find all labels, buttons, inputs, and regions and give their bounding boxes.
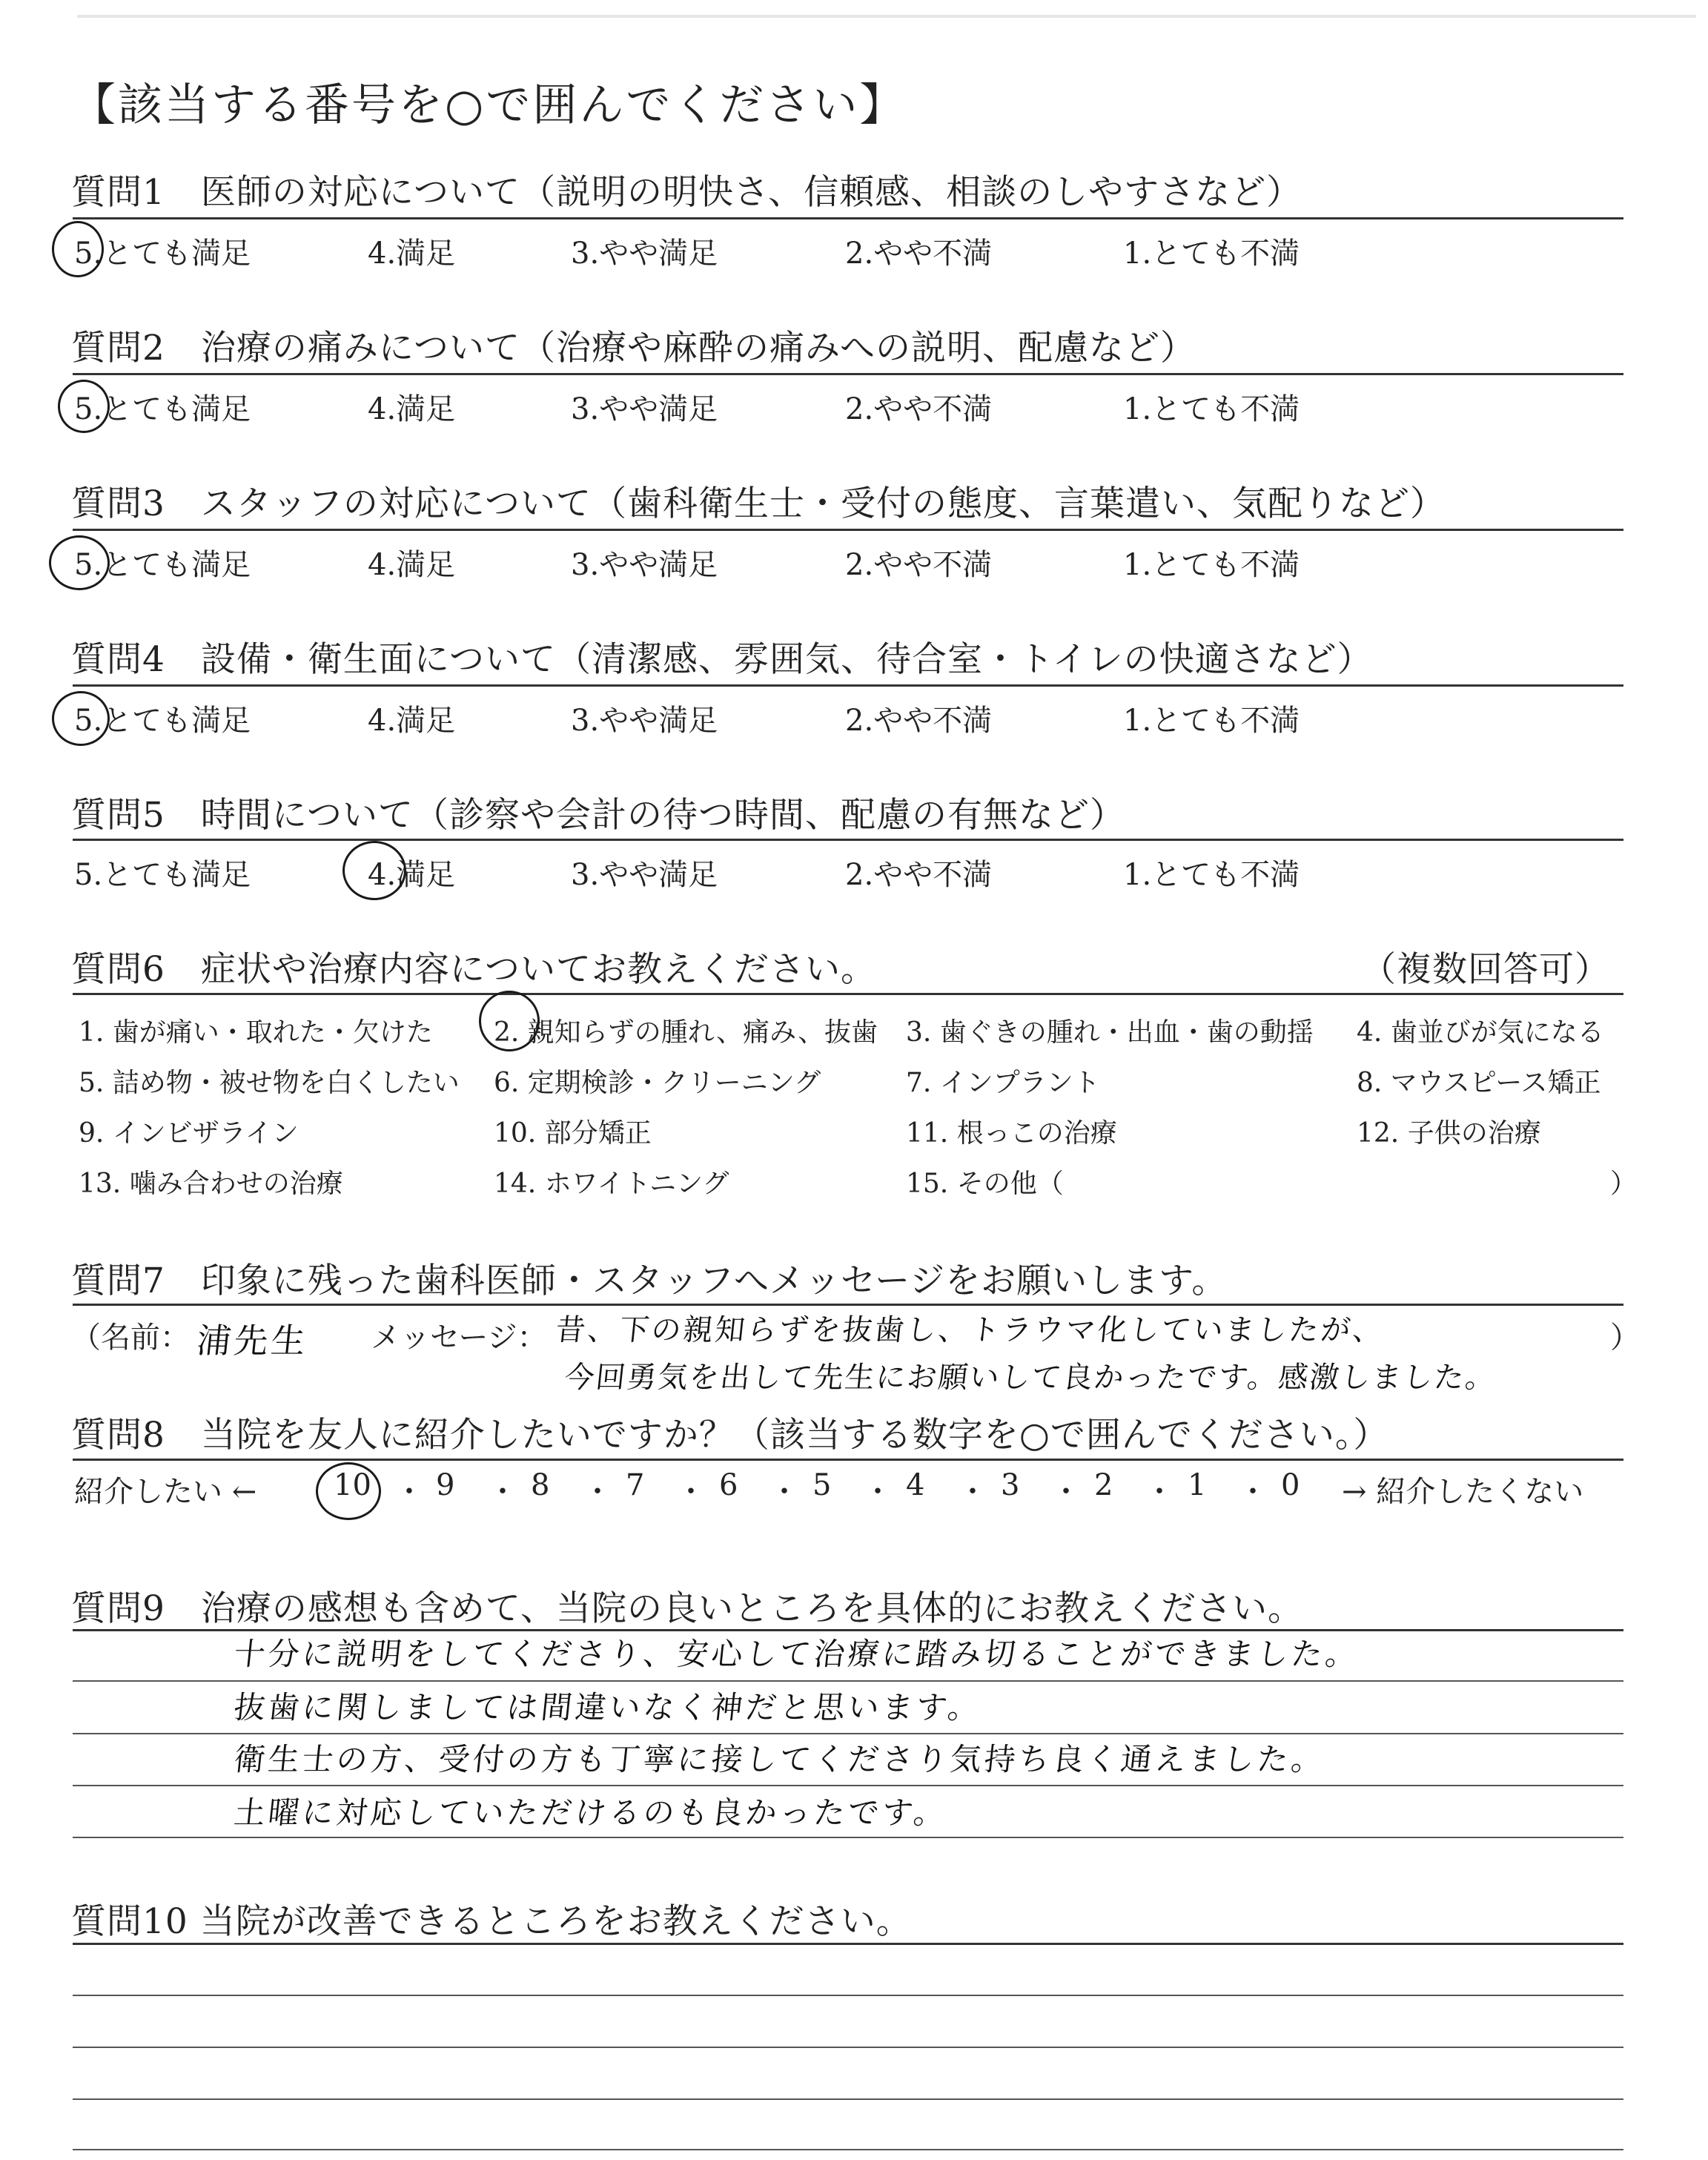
question-8-title: 質問8 当院を友人に紹介したいですか？（該当する数字を○で囲んでください。）: [71, 1415, 1389, 1456]
q5-option-3[interactable]: 3.やや満足: [571, 858, 718, 892]
question-5-title: 質問5 時間について（診察や会計の待つ時間、配慮の有無など）: [71, 795, 1125, 836]
q4-option-5[interactable]: 5.とても満足: [74, 704, 251, 738]
q4-option-4[interactable]: 4.満足: [368, 704, 456, 738]
q8-scale-0[interactable]: 0: [1281, 1468, 1300, 1502]
q2-option-4[interactable]: 4.満足: [368, 392, 456, 426]
q5-option-4[interactable]: 4.満足: [368, 858, 456, 892]
q3-option-3[interactable]: 3.やや満足: [571, 548, 718, 582]
question-3-rule: [73, 529, 1623, 531]
question-9-title: 質問9 治療の感想も含めて、当院の良いところを具体的にお教えください。: [71, 1588, 1303, 1629]
q1-option-4[interactable]: 4.満足: [368, 237, 456, 271]
q6-option-1[interactable]: 1. 歯が痛い・取れた・欠けた: [79, 1017, 433, 1048]
q7-message-label: メッセージ：: [371, 1321, 547, 1355]
question-10-rule: [73, 1943, 1623, 1945]
q8-separator: ・: [958, 1475, 987, 1509]
q6-option-10[interactable]: 10. 部分矯正: [494, 1118, 652, 1149]
q6-option-12[interactable]: 12. 子供の治療: [1357, 1118, 1541, 1149]
q10-answer-rule: [73, 2149, 1623, 2150]
q3-option-2[interactable]: 2.やや不満: [845, 548, 993, 582]
q8-scale-4[interactable]: 4: [906, 1468, 925, 1502]
q6-selection-circle: [479, 991, 540, 1051]
q1-option-5[interactable]: 5.とても満足: [74, 237, 251, 271]
q6-option-7[interactable]: 7. インプラント: [906, 1068, 1100, 1098]
q9-answer-rule: [73, 1733, 1623, 1734]
question-10-title: 質問10 当院が改善できるところをお教えください。: [71, 1901, 912, 1942]
q9-answer-rule: [73, 1837, 1623, 1838]
q1-option-3[interactable]: 3.やや満足: [571, 237, 718, 271]
q8-separator: ・: [1051, 1475, 1081, 1509]
q8-separator: ・: [863, 1475, 893, 1509]
q8-scale-9[interactable]: 9: [436, 1468, 455, 1502]
q8-scale-1[interactable]: 1: [1188, 1468, 1207, 1502]
q7-close-paren: ）: [1610, 1321, 1640, 1355]
q6-option-9[interactable]: 9. インビザライン: [79, 1118, 299, 1149]
question-1-rule: [73, 217, 1623, 219]
q6-option-13[interactable]: 13. 噛み合わせの治療: [79, 1169, 343, 1199]
q4-option-2[interactable]: 2.やや不満: [845, 704, 993, 738]
q1-option-2[interactable]: 2.やや不満: [845, 237, 993, 271]
question-6-rule: [73, 993, 1623, 995]
q1-selection-circle: [52, 221, 104, 277]
q3-option-4[interactable]: 4.満足: [368, 548, 456, 582]
q3-option-5[interactable]: 5.とても満足: [74, 548, 251, 582]
q8-separator: ・: [1238, 1475, 1268, 1509]
q3-option-1[interactable]: 1.とても不満: [1123, 548, 1300, 582]
q8-scale-8[interactable]: 8: [531, 1468, 550, 1502]
q6-option-15[interactable]: 15. その他（: [906, 1169, 1064, 1199]
q8-right-label: → 紹介したくない: [1342, 1475, 1584, 1509]
q2-option-5[interactable]: 5.とても満足: [74, 392, 251, 426]
q3-selection-circle: [49, 535, 110, 590]
q5-option-5[interactable]: 5.とても満足: [74, 858, 251, 892]
q4-option-1[interactable]: 1.とても不満: [1123, 704, 1300, 738]
question-1-title: 質問1 医師の対応について（説明の明快さ、信頼感、相談のしやすさなど）: [71, 172, 1302, 213]
q10-answer-rule: [73, 1995, 1623, 1996]
q2-selection-circle: [58, 380, 110, 433]
question-2-rule: [73, 373, 1623, 375]
q2-option-3[interactable]: 3.やや満足: [571, 392, 718, 426]
q8-scale-2[interactable]: 2: [1094, 1468, 1113, 1502]
q7-name-label: （名前：: [71, 1321, 190, 1355]
q6-option-6[interactable]: 6. 定期検診・クリーニング: [494, 1068, 821, 1098]
q8-separator: ・: [394, 1475, 424, 1509]
q7-message-line-2: 今回勇気を出して先生にお願いして良かったです。感激しました。: [563, 1361, 1498, 1395]
q8-scale-10[interactable]: 10: [334, 1468, 371, 1502]
question-5-rule: [73, 839, 1623, 841]
q8-scale-7[interactable]: 7: [626, 1468, 645, 1502]
q6-option-3[interactable]: 3. 歯ぐきの腫れ・出血・歯の動揺: [906, 1017, 1314, 1048]
question-4-title: 質問4 設備・衛生面について（清潔感、雰囲気、待合室・トイレの快適さなど）: [71, 639, 1373, 680]
q8-selection-circle: [316, 1462, 381, 1520]
q2-option-1[interactable]: 1.とても不満: [1123, 392, 1300, 426]
q8-separator: ・: [1145, 1475, 1174, 1509]
q6-option-11[interactable]: 11. 根っこの治療: [906, 1118, 1117, 1149]
q8-scale-5[interactable]: 5: [812, 1468, 832, 1502]
q10-answer-rule: [73, 2098, 1623, 2100]
q6-option-2[interactable]: 2. 親知らずの腫れ、痛み、抜歯: [494, 1017, 878, 1048]
question-2-title: 質問2 治療の痛みについて（治療や麻酔の痛みへの説明、配慮など）: [71, 328, 1196, 369]
q8-scale-3[interactable]: 3: [1001, 1468, 1020, 1502]
q6-option-4[interactable]: 4. 歯並びが気になる: [1357, 1017, 1604, 1048]
q4-option-3[interactable]: 3.やや満足: [571, 704, 718, 738]
q6-option-15-close: ）: [1610, 1169, 1638, 1199]
question-7-title: 質問7 印象に残った歯科医師・スタッフへメッセージをお願いします。: [71, 1261, 1228, 1301]
question-6-title: 質問6 症状や治療内容についてお教えください。: [71, 949, 876, 990]
q8-separator: ・: [769, 1475, 799, 1509]
question-7-rule: [73, 1304, 1623, 1306]
q1-option-1[interactable]: 1.とても不満: [1123, 237, 1300, 271]
q5-selection-circle: [342, 841, 406, 900]
q9-answer-line-1: 十分に説明をしてくださり、安心して治療に踏み切ることができました。: [232, 1636, 1362, 1672]
page-header: 【該当する番号を○で囲んでください】: [71, 79, 907, 131]
question-3-title: 質問3 スタッフの対応について（歯科衛生士・受付の態度、言葉遣い、気配りなど）: [71, 483, 1446, 524]
q8-separator: ・: [488, 1475, 517, 1509]
q5-option-2[interactable]: 2.やや不満: [845, 858, 993, 892]
q2-option-2[interactable]: 2.やや不満: [845, 392, 993, 426]
q5-option-1[interactable]: 1.とても不満: [1123, 858, 1300, 892]
q8-left-label: 紹介したい ←: [74, 1475, 257, 1509]
q9-answer-line-4: 土曜に対応していただけるのも良かったです。: [232, 1794, 950, 1831]
q9-answer-rule: [73, 1680, 1623, 1682]
q9-answer-line-3: 衛生士の方、受付の方も丁寧に接してくださり気持ち良く通えました。: [232, 1741, 1328, 1777]
q9-answer-line-2: 抜歯に関しましては間違いなく神だと思います。: [232, 1689, 984, 1725]
q9-answer-rule: [73, 1785, 1623, 1786]
q6-option-14[interactable]: 14. ホワイトニング: [494, 1169, 729, 1199]
question-4-rule: [73, 684, 1623, 687]
q8-separator: ・: [676, 1475, 706, 1509]
top-border: [77, 15, 1696, 18]
q6-option-8[interactable]: 8. マウスピース矯正: [1357, 1068, 1601, 1098]
q6-option-5[interactable]: 5. 詰め物・被せ物を白くしたい: [79, 1068, 460, 1098]
question-8-rule: [73, 1459, 1623, 1461]
q7-message-line-1: 昔、下の親知らずを抜歯し、トラウマ化していましたが、: [554, 1313, 1387, 1347]
q8-scale-6[interactable]: 6: [719, 1468, 738, 1502]
q4-selection-circle: [52, 691, 110, 746]
q8-separator: ・: [583, 1475, 612, 1509]
q7-name-handwritten: 浦先生: [194, 1321, 311, 1361]
q10-answer-rule: [73, 2047, 1623, 2048]
question-6-note: （複数回答可）: [1361, 949, 1610, 990]
